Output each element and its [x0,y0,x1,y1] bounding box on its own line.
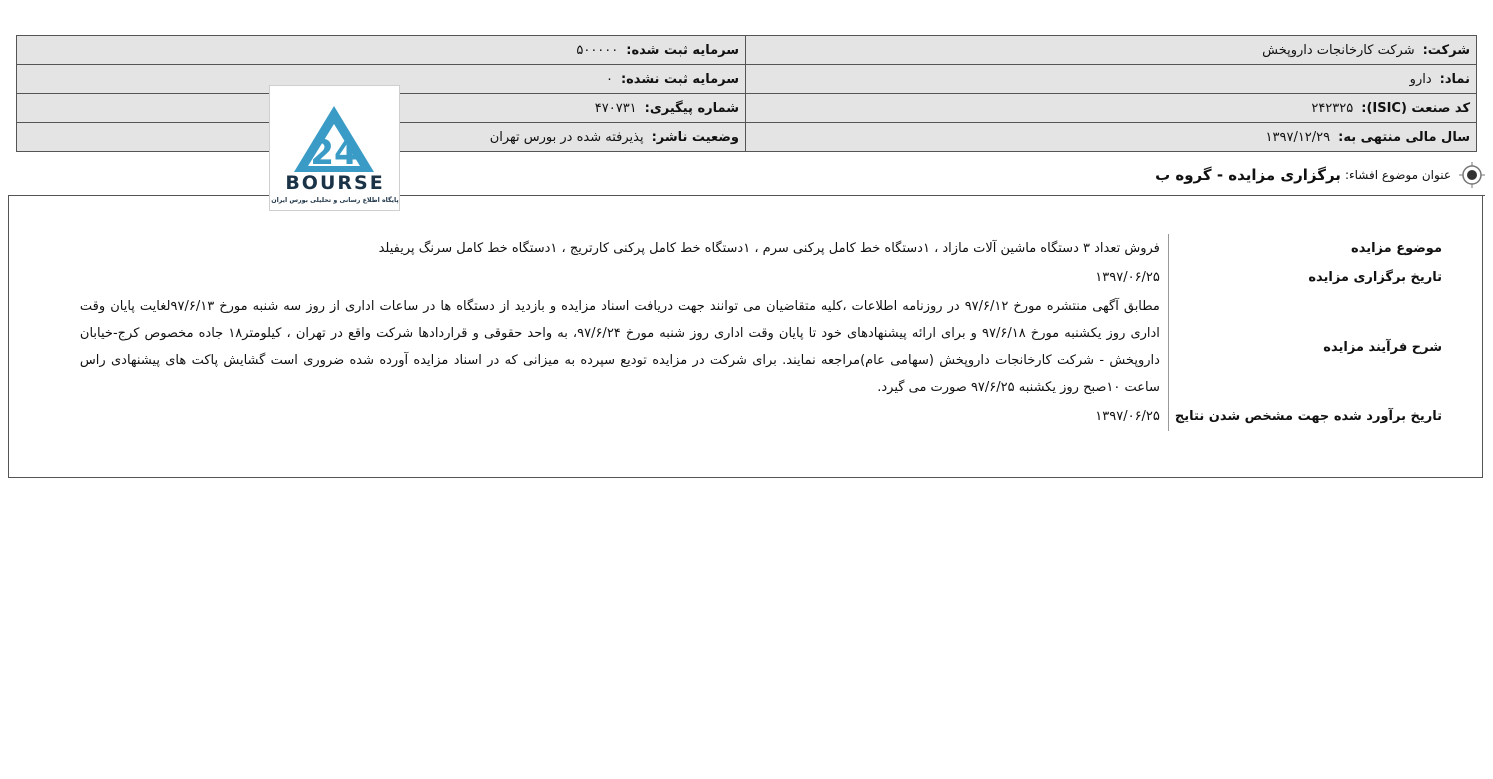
subject-title: برگزاری مزایده - گروه ب [1155,166,1341,184]
detail-row-process [79,292,1443,402]
capital-value: ۵۰۰۰۰۰ [576,42,619,58]
company-info-table [16,35,1477,152]
topic-label: موضوع مزایده [1168,234,1443,263]
info-row-3 [17,94,1477,123]
target-bullet-icon [1459,162,1485,188]
subject-row [785,160,1485,190]
bourse24-logo-mark [270,86,399,210]
publisher-status-label: وضعیت ناشر: [651,129,739,145]
logo-tagline: پایگاه اطلاع رسانی و تحلیلی بورس ایران [271,197,399,204]
subject-caption: عنوان موضوع افشاء: [1344,168,1451,182]
bourse24-logo [269,85,400,211]
unregistered-capital-value: ۰ [605,71,613,87]
results-date-value: ۱۳۹۷/۰۶/۲۵ [1095,409,1160,424]
capital-label: سرمایه ثبت شده: [626,42,739,58]
topic-value: فروش تعداد ۳ دستگاه ماشین آلات مازاد ، ۱دستگاه خط کامل پرکنی سرم ، ۱دستگاه خط کامل پرکنی کارتریج ، ۱دستگاه خط کامل سرنگ پریفیلد [378,241,1160,256]
fiscal-year-label: سال مالی منتهی به: [1338,129,1470,145]
unregistered-capital-label: سرمایه ثبت نشده: [620,71,739,87]
results-date-label: تاریخ برآورد شده جهت مشخص شدن نتایج [1168,402,1443,431]
logo-number: 24 [310,133,358,173]
company-label: شرکت: [1422,42,1470,58]
detail-row-topic [79,234,1443,263]
process-label: شرح فرآیند مزایده [1168,292,1443,402]
info-row-2 [17,65,1477,94]
company-cell [746,36,1477,65]
tracking-value: ۴۷۰۷۳۱ [594,100,637,116]
symbol-value: دارو [1409,71,1432,87]
process-value: مطابق آگهی منتشره مورخ ۹۷/۶/۱۲ در روزنامه اطلاعات ،کلیه متقاضیان می توانند جهت دریافت اسناد مزایده و بازدید از دستگاه ها در ساعات اداری از روز سه شنبه مورخ ۹۷/۶/۱۳لغایت پایان وقت اداری روز یکشنبه مورخ ۹۷/۶/۱۸ و برای ارائه پیشنهادهای خود تا پایان وقت اداری روز شنبه مورخ ۹۷/۶/۲۴، به واحد حقوقی و قراردادها شرکت واقع در تهران ، کیلومتر۱۸ جاده مخصوص کرج-خیابان داروپخش - شرکت کارخانجات داروپخش (سهامی عام)مراجعه نمایند. برای شرکت در مزایده تودیع سپرده به میزانی که در اسناد مزایده آورده شده ضروری است گشایش پاکت های پیشنهادی راس ساعت ۱۰صبح روز یکشنبه ۹۷/۶/۲۵ صورت می گیرد. [79,299,1160,395]
isic-label: کد صنعت (ISIC): [1361,100,1470,116]
logo-word: BOURSE [285,172,385,194]
isic-cell [746,94,1477,123]
info-row-4 [17,123,1477,152]
info-row-1 [17,36,1477,65]
auction-date-label: تاریخ برگزاری مزایده [1168,263,1443,292]
detail-row-results [79,402,1443,431]
company-value: شرکت کارخانجات داروپخش [1262,42,1415,58]
fiscal-year-cell [746,123,1477,152]
symbol-label: نماد: [1439,71,1470,87]
isic-value: ۲۴۲۳۲۵ [1311,100,1354,116]
auction-details [79,234,1443,431]
auction-date-value: ۱۳۹۷/۰۶/۲۵ [1095,270,1160,285]
capital-cell [17,36,746,65]
publisher-status-value: پذیرفته شده در بورس تهران [489,129,644,145]
tracking-label: شماره پیگیری: [644,100,739,116]
symbol-cell [746,65,1477,94]
fiscal-year-value: ۱۳۹۷/۱۲/۲۹ [1265,129,1331,145]
detail-row-date [79,263,1443,292]
